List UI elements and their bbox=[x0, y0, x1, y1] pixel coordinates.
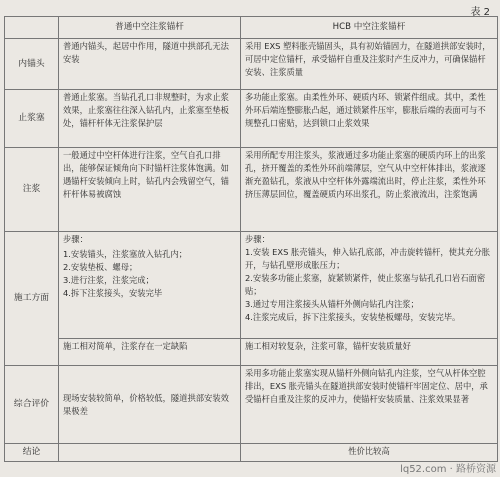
cell-normal: 一般通过中空杆体进行注浆，空气自孔口排出，能够保证倾角向下时锚杆注浆体饱满。如遇锚杆安装倾向上时，钻孔内会残留空气，锚杆杆体易被腐蚀 bbox=[59, 148, 241, 232]
table-row bbox=[5, 366, 498, 444]
cell-normal: 普通止浆塞。当钻孔孔口非规整时，为求止浆效果，止浆塞往往深入钻孔内，止浆塞至垫板处，锚杆杆体无注浆保护层 bbox=[59, 90, 241, 148]
steps-title: 步骤： bbox=[63, 234, 88, 244]
steps-title: 步骤： bbox=[245, 234, 270, 244]
cell-hcb: 采用所配专用注浆头，浆液通过多功能止浆塞的硬质内环上的出浆孔，挤开覆盖的柔性外环前端薄层，空气从中空杆体排出，浆液逐渐充盈钻孔，浆液从中空杆体外露端流出时，停止注浆，柔性外环挤压薄层回位，覆盖硬质内环出浆孔，防止浆液流出，注浆饱满 bbox=[241, 148, 498, 232]
step-item: 3.通过专用注浆接头从锚杆外侧向钻孔内注浆； bbox=[245, 299, 419, 309]
table-row bbox=[5, 148, 498, 232]
table-row bbox=[5, 444, 498, 462]
cell-normal bbox=[59, 232, 241, 366]
step-item: 1.安装锚头，注浆塞放入钻孔内； bbox=[63, 249, 188, 259]
step-item: 3.进行注浆，注浆完成； bbox=[63, 275, 154, 285]
cell-hcb: 采用 EXS 塑料胀壳锚固头，具有初始锚固力，在隧道拱部安装时，可居中定位锚杆，承受锚杆自重及注浆时产生反冲力，可确保锚杆安装、注浆质量 bbox=[241, 39, 498, 90]
cell-normal bbox=[59, 444, 241, 462]
hcb-summary: 施工相对较复杂，注浆可靠，锚杆安装质量好 bbox=[245, 341, 411, 351]
step-item: 4.拆下注浆接头，安装完毕 bbox=[63, 288, 163, 298]
step-item: 2.安装垫板、螺母； bbox=[63, 262, 138, 272]
row-label: 止浆塞 bbox=[5, 90, 59, 148]
table-row bbox=[5, 39, 498, 90]
row-label: 综合评价 bbox=[5, 366, 59, 444]
row-label: 结论 bbox=[5, 444, 59, 462]
step-item: 4.注浆完成后，拆下注浆接头，安装垫板螺母，安装完毕。 bbox=[245, 312, 461, 322]
step-item: 2.安装多功能止浆塞，旋紧锁紧件，使止浆塞与钻孔孔口岩石面密贴； bbox=[245, 273, 486, 296]
normal-steps bbox=[59, 232, 240, 339]
header-hcb-bolt: HCB 中空注浆锚杆 bbox=[241, 17, 498, 39]
step-item: 1.安装 EXS 胀壳锚头，伸入钻孔底部，冲击旋转锚杆，使其充分胀开，与钻孔壁形成胀压力； bbox=[245, 247, 491, 270]
table-row bbox=[5, 232, 498, 366]
normal-summary: 施工相对简单，注浆存在一定缺陷 bbox=[63, 341, 188, 351]
cell-hcb: 多功能止浆塞。由柔性外环、硬质内环、锁紧件组成。其中，柔性外环后端连整膨胀凸起，通过锁紧件压牢，膨胀后端的表面可与不规整孔口密贴，达到锁口止浆效果 bbox=[241, 90, 498, 148]
watermark: lq52.com · 路桥资源 bbox=[400, 464, 496, 475]
comparison-table bbox=[4, 16, 498, 462]
header-empty bbox=[5, 17, 59, 39]
header-normal-bolt: 普通中空注浆锚杆 bbox=[59, 17, 241, 39]
table-caption: 表 2 bbox=[470, 7, 490, 18]
row-label: 注浆 bbox=[5, 148, 59, 232]
header-row bbox=[5, 17, 498, 39]
cell-hcb bbox=[241, 232, 498, 366]
row-label: 内锚头 bbox=[5, 39, 59, 90]
cell-hcb: 性价比较高 bbox=[241, 444, 498, 462]
cell-normal: 普通内锚头，起居中作用，隧道中拱部孔无法安装 bbox=[59, 39, 241, 90]
cell-normal: 现场安装较简单，价格较低，隧道拱部安装效果极差 bbox=[59, 366, 241, 444]
hcb-steps bbox=[241, 232, 497, 339]
row-label: 施工方面 bbox=[5, 232, 59, 366]
cell-hcb: 采用多功能止浆塞实现从锚杆外侧向钻孔内注浆，空气从杆体空腔排出，EXS 胀壳锚头在隧道拱部安装时使锚杆牢固定位、居中，承受锚杆自重及注浆的反冲力，使锚杆安装质量、注浆效果显著 bbox=[241, 366, 498, 444]
table-row bbox=[5, 90, 498, 148]
